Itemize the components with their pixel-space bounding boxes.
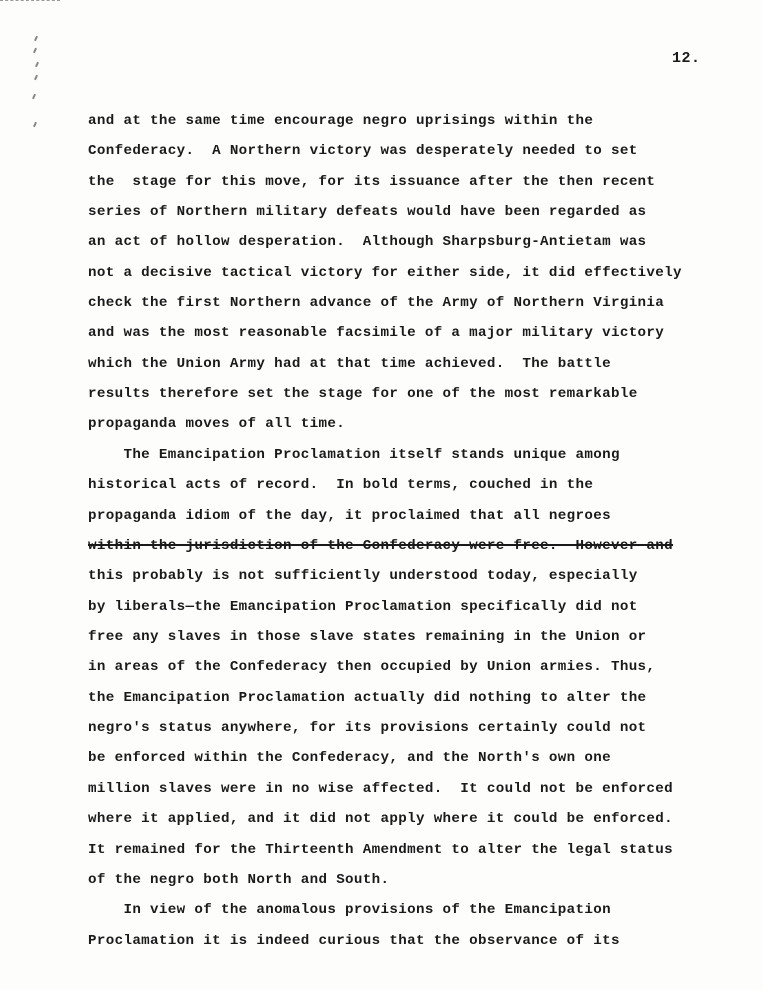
text-line: by liberals—the Emancipation Proclamation specifically did not (88, 599, 638, 615)
text-line: and was the most reasonable facsimile of a major military victory (88, 325, 665, 341)
text-line: series of Northern military defeats would have been regarded as (88, 204, 647, 220)
text-line: the stage for this move, for its issuance after the then recent (88, 174, 656, 190)
struck-text-line: within the jurisdiction of the Confederacy were free. However—and (88, 538, 674, 554)
text-line: not a decisive tactical victory for either side, it did effectively (88, 265, 682, 281)
text-line: The Emancipation Proclamation itself stands unique among (88, 447, 620, 463)
text-line: and at the same time encourage negro uprisings within the (88, 113, 594, 129)
text-line: propaganda moves of all time. (88, 416, 346, 432)
text-line: Proclamation it is indeed curious that the observance of its (88, 933, 620, 949)
text-line: negro's status anywhere, for its provisions certainly could not (88, 720, 647, 736)
text-line: check the first Northern advance of the Army of Northern Virginia (88, 295, 665, 311)
text-line: million slaves were in no wise affected. It could not be enforced (88, 781, 674, 797)
text-line: which the Union Army had at that time achieved. The battle (88, 356, 611, 372)
text-line: the Emancipation Proclamation actually did nothing to alter the (88, 690, 647, 706)
text-line: be enforced within the Confederacy, and the North's own one (88, 750, 611, 766)
text-line: an act of hollow desperation. Although Sharpsburg-Antietam was (88, 234, 647, 250)
text-line: this probably is not sufficiently understood today, especially (88, 568, 638, 584)
text-line: free any slaves in those slave states remaining in the Union or (88, 629, 647, 645)
text-line: It remained for the Thirteenth Amendment to alter the legal status (88, 842, 674, 858)
text-line: results therefore set the stage for one of the most remarkable (88, 386, 638, 402)
top-edge-rule (0, 0, 60, 1)
margin-marks (33, 34, 43, 129)
page-number: 12. (672, 50, 701, 67)
text-line: In view of the anomalous provisions of the Emancipation (88, 902, 611, 918)
text-line: where it applied, and it did not apply where it could be enforced. (88, 811, 674, 827)
text-line: Confederacy. A Northern victory was desperately needed to set (88, 143, 638, 159)
text-line: propaganda idiom of the day, it proclaimed that all negroes (88, 508, 611, 524)
text-line: in areas of the Confederacy then occupied by Union armies. Thus, (88, 659, 656, 675)
text-line: of the negro both North and South. (88, 872, 390, 888)
text-line: historical acts of record. In bold terms, couched in the (88, 477, 594, 493)
